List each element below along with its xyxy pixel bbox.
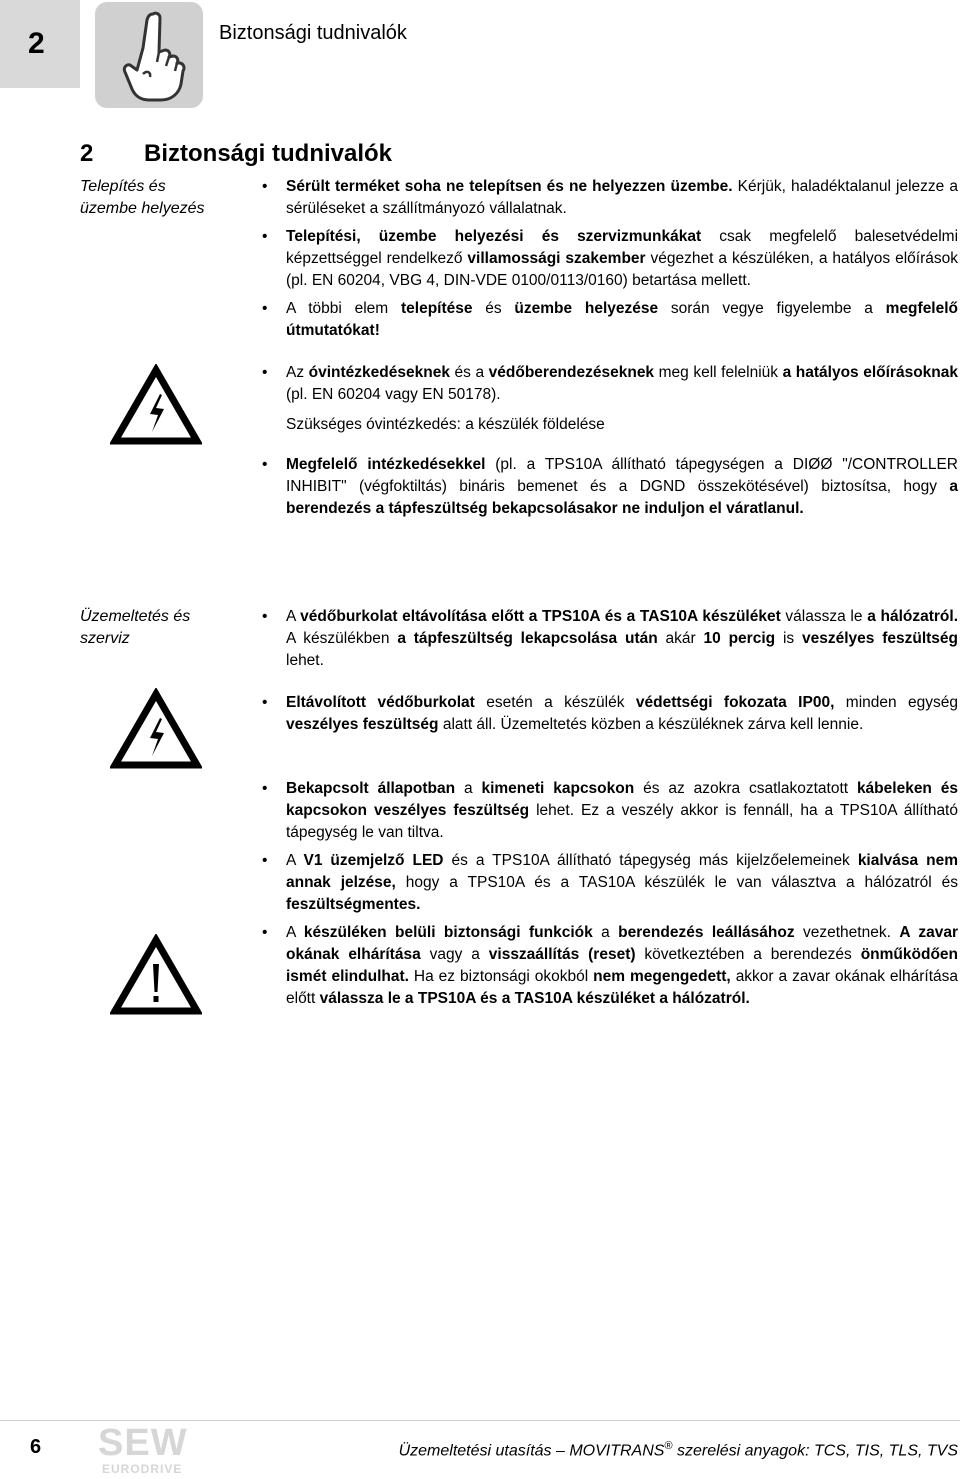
list-item: • A készüléken belüli biztonsági funkciók a berendezés leállásához vezethetnek. A zavar okának elhárítása vagy a visszaállítás (reset) következtében a berendezés önműködően ismét elindulhat. Ha ez biztonsági okokból nem megengedett, akkor a zavar okának elhárítása előtt válassza le a TPS10A és a TAS10A készüléket a hálózatról. [264,922,958,1010]
list-item: • Bekapcsolt állapotban a kimeneti kapcsokon és az azokra csatlakoztatott kábeleken és kapcsokon veszélyes feszültség lehet. Ez a veszély akkor is fennáll, ha a TPS10A állítható tápegység le van tiltva. [264,778,958,844]
operation-bullets-c [264,778,958,1010]
sew-eurodrive-logo: SEW EURODRIVE [98,1422,188,1476]
install-bullets-b [264,362,958,406]
chapter-number: 2 [0,0,80,88]
list-item: • Sérült terméket soha ne telepítsen és ne helyezzen üzembe. Kérjük, haladéktalanul jelezze a sérüléseket a szállítmányozó vállalatnak. [264,176,958,220]
high-voltage-warning-icon [110,364,202,446]
general-warning-icon [110,934,202,1016]
list-item: • Telepítési, üzembe helyezési és szervizmunkákat csak megfelelő balesetvédelmi képzettséggel rendelkező villamossági szakember végezhet a készüléken, a hatályos előírások (pl. EN 60204, VBG 4, DIN-VDE 0100/0113/0160) betartása mellett. [264,226,958,292]
section-title [80,140,392,168]
list-item: • A V1 üzemjelző LED és a TPS10A állítható tápegység más kijelzőelemeinek kialvása nem annak jelzése, hogy a TPS10A és a TAS10A készülék le van választva a hálózatról és feszültségmentes. [264,850,958,916]
list-item: • Eltávolított védőburkolat esetén a készülék védettségi fokozata IP00, minden egység veszélyes feszültség alatt áll. Üzemeltetés közben a készüléknek zárva kell lennie. [264,692,958,736]
operation-bullets-b [264,692,958,736]
footer-divider [0,1420,960,1421]
header-title: Biztonsági tudnivalók [219,22,407,44]
list-item: • Megfelelő intézkedésekkel (pl. a TPS10A állítható tápegységen a DIØØ "/CONTROLLER INHIBIT" (végfoktiltás) bináris bemenet és a DGND összekötésével) biztosítsa, hogy a berendezés a tápfeszültség bekapcsolásakor ne induljon el váratlanul. [264,454,958,520]
install-bullets-a [264,176,958,342]
install-bullets-c [264,454,958,520]
section-number: 2 [80,140,94,167]
list-item: • A védőburkolat eltávolítása előtt a TPS10A és a TAS10A készüléket válassza le a hálózatról. A készülékben a tápfeszültség lekapcsolása után akár 10 percig is veszélyes feszültség lehet. [264,606,958,672]
operation-bullets-a [264,606,958,672]
footer-document-title: Üzemeltetési utasítás – MOVITRANS® szerelési anyagok: TCS, TIS, TLS, TVS [398,1440,958,1460]
grounding-note: Szükséges óvintézkedés: a készülék földelése [286,416,605,433]
side-label-operation: Üzemeltetés és szerviz [80,608,191,647]
pointing-hand-icon [95,2,203,108]
side-label-install: Telepítés és üzembe helyezés [80,178,205,217]
page-number: 6 [30,1436,42,1458]
section-heading: Biztonsági tudnivalók [144,140,393,167]
list-item: • A többi elem telepítése és üzembe helyezése során vegye figyelembe a megfelelő útmutatókat! [264,298,958,342]
list-item: • Az óvintézkedéseknek és a védőberendezéseknek meg kell felelniük a hatályos előírásoknak (pl. EN 60204 vagy EN 50178). [264,362,958,406]
high-voltage-warning-icon [110,688,202,770]
